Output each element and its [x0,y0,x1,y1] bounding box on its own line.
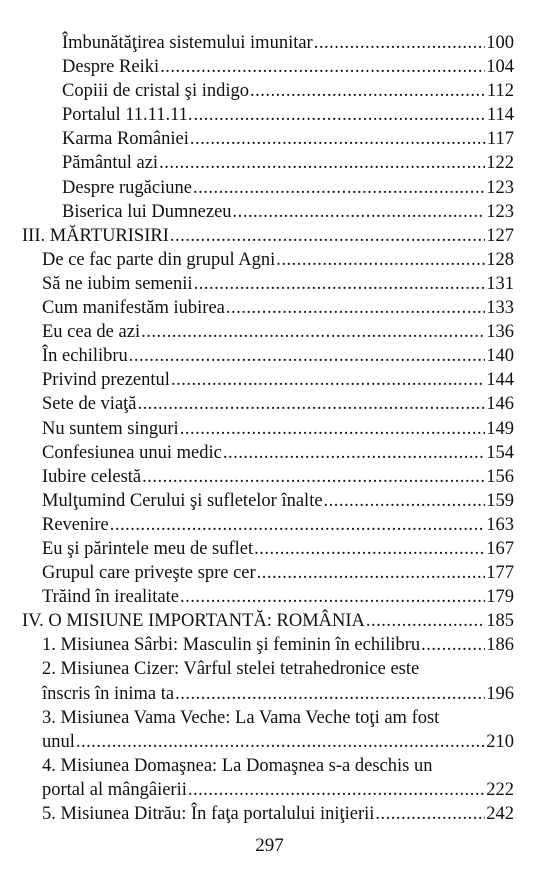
toc-entry [0,200,514,224]
toc-entry [0,513,514,537]
toc-entry [0,296,514,320]
toc-entry-page: 123 [486,177,514,198]
toc-entry-page: 163 [486,514,514,535]
toc-entry-title-cont: unul [42,731,75,752]
toc-entry-title: 5. Misiunea Ditrău: În faţa portalului iniţierii [42,804,375,824]
toc-entry-page: 140 [486,346,514,367]
leader-dots [188,778,485,802]
leader-dots [129,344,485,368]
toc-entry-page: 177 [486,563,514,584]
toc-entry-title: De ce fac parte din grupul Agni [42,249,276,270]
toc-entry-title: Revenire [42,514,109,535]
section-page: 127 [486,225,514,246]
toc-entry-page: 196 [486,683,514,704]
toc-entry-page: 167 [486,538,514,559]
toc-entry-page: 179 [486,587,514,608]
toc-entry [0,489,514,513]
toc-entry-title: Karma României [62,129,189,150]
leader-dots [160,55,485,79]
leader-dots [193,176,485,200]
leader-dots [250,79,486,103]
toc-entry [0,127,514,151]
toc-entry-title: Să ne iubim semenii [42,273,193,294]
toc-entry-title: Iubire celestă [42,466,142,487]
toc-entry-title: În echilibru [42,346,128,367]
toc-entry [0,392,514,416]
toc-entry-page: 149 [486,418,514,439]
toc-entry [0,320,514,344]
toc-entry-page: 131 [486,273,514,294]
toc-entry [0,151,514,175]
toc-entry-title: Trăind în irealitate [42,587,180,608]
leader-dots [314,31,486,55]
toc-entry-title: Grupul care priveşte spre cer [42,563,256,584]
toc-entry-page: 146 [486,394,514,415]
toc-entry-page: 128 [486,249,514,270]
toc-entry-page: 114 [486,105,514,126]
leader-dots [170,224,485,248]
toc-entry [0,417,514,441]
toc-entry-page: 242 [486,804,514,824]
leader-dots [180,585,485,609]
toc-entry [0,465,514,489]
toc-entry [0,31,514,55]
section-title: III. MĂRTURISIRI [22,225,169,246]
leader-dots [180,417,486,441]
toc-entry-page: 136 [486,322,514,343]
toc-entry-title: Nu suntem singuri [42,418,179,439]
toc-entry-page: 117 [486,129,514,150]
toc-entry-page: 210 [486,731,514,752]
toc-section-heading [0,224,514,248]
toc-entry-page: 122 [486,153,514,174]
leader-dots [190,127,486,151]
toc-entry [0,55,514,79]
toc-entry-title: Mulţumind Cerului şi sufletelor înalte [42,490,323,511]
toc-entry [0,248,514,272]
toc-entry-line [0,754,514,778]
leader-dots [257,561,486,585]
toc-entry-line [0,706,514,730]
toc-entry-title: Despre rugăciune [62,177,192,198]
leader-dots [194,103,486,127]
toc-entry-title: 3. Misiunea Vama Veche: La Vama Veche toţi am fost [42,707,440,728]
toc-entry-page: 104 [486,57,514,78]
leader-dots [171,368,485,392]
toc-entry [0,730,514,754]
toc-section-heading [0,609,514,633]
leader-dots [254,537,485,561]
toc-entry [0,537,514,561]
toc-entry [0,79,514,103]
toc-entry [0,441,514,465]
toc-entry-title: Cum manifestăm iubirea [42,298,225,319]
toc-entry-title: Îmbunătăţirea sistemului imunitar [62,33,313,53]
toc-entry-page: 112 [486,81,514,102]
toc-entry [0,633,514,657]
toc-entry [0,802,514,826]
toc-entry [0,561,514,585]
toc-entry [0,103,514,127]
toc-entry-title: 4. Misiunea Domaşnea: La Domaşnea s-a deschis un [42,755,433,776]
toc-entry-title: 1. Misiunea Sârbi: Masculin şi feminin în echilibru [42,635,421,656]
toc-entry-title: Despre Reiki [62,57,160,78]
toc-entry-page: 186 [486,635,514,656]
leader-dots [194,272,486,296]
toc-entry-page: 100 [486,33,514,53]
toc-entry-title: Confesiunea unui medic [42,442,222,463]
toc-entry-page: 123 [486,201,514,222]
toc-entry-page: 222 [486,779,514,800]
leader-dots [375,802,485,826]
toc-entry [0,344,514,368]
leader-dots [421,633,485,657]
toc-entry-title: Eu cea de azi [42,322,141,343]
toc-entry-title-cont: portal al mângâierii [42,779,187,800]
toc-entry [0,585,514,609]
toc-entry-title: 2. Misiunea Cizer: Vârful stelei tetrahedronice este [42,659,420,680]
toc-entry-title: Sete de viaţă [42,394,137,415]
section-page: 185 [486,611,514,632]
section-title: IV. O MISIUNE IMPORTANTĂ: ROMÂNIA [22,611,365,632]
toc-entry-page: 159 [486,490,514,511]
leader-dots [76,730,485,754]
toc-entry [0,272,514,296]
toc-entry [0,176,514,200]
leader-dots [110,513,485,537]
toc-entry-page: 144 [486,370,514,391]
leader-dots [226,296,485,320]
toc-entry-title-cont: înscris în inima ta [42,683,175,704]
toc-entry-title: Pământul azi [62,153,159,174]
toc-entry-title: Privind prezentul [42,370,170,391]
toc-entry-page: 154 [486,442,514,463]
page-number: 297 [255,835,284,856]
toc-entry-line [0,657,514,681]
toc-entry-title: Portalul 11.11.11. [62,105,193,126]
leader-dots [276,248,485,272]
toc-entry [0,778,514,802]
leader-dots [324,489,486,513]
leader-dots [138,392,486,416]
leader-dots [141,320,485,344]
toc-entry-title: Biserica lui Dumnezeu [62,201,232,222]
leader-dots [366,609,485,633]
table-of-contents [0,31,539,826]
leader-dots [142,465,485,489]
toc-entry-page: 133 [486,298,514,319]
toc-entry-title: Eu şi părintele meu de suflet [42,538,254,559]
leader-dots [233,200,486,224]
leader-dots [223,441,485,465]
toc-entry-title: Copiii de cristal şi indigo [62,81,250,102]
toc-entry-page: 156 [486,466,514,487]
toc-entry [0,368,514,392]
leader-dots [175,682,485,706]
leader-dots [159,151,485,175]
toc-entry [0,682,514,706]
